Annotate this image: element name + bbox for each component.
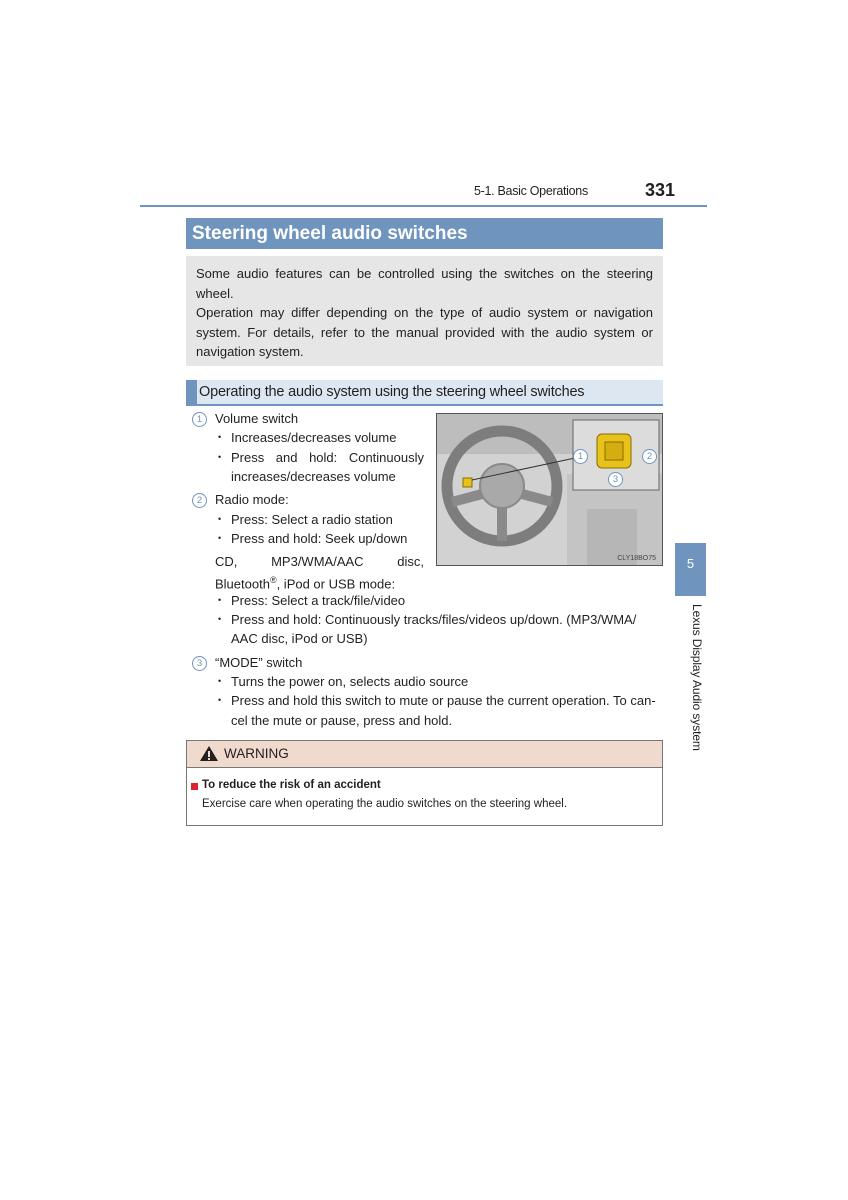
running-header-section: 5-1. Basic Operations	[474, 184, 588, 198]
item-2-bullet-3: • Press: Select a track/file/video	[231, 591, 405, 611]
item-3-bullet-1: • Turns the power on, selects audio source	[231, 672, 468, 692]
item-2-title: Radio mode:	[215, 492, 289, 507]
chapter-title-vertical: Lexus Display Audio system	[690, 604, 704, 751]
steering-wheel-illustration	[437, 414, 662, 565]
word: and	[275, 450, 298, 465]
intro-box	[186, 256, 663, 366]
item-2-bullet-4-line-1: • Press and hold: Continuously tracks/files/videos up/down. (MP3/WMA/	[231, 610, 636, 630]
item-2-bullet-1: • Press: Select a radio station	[231, 510, 393, 530]
steering-wheel-figure	[436, 413, 663, 566]
header-rule	[140, 205, 707, 207]
warning-box	[186, 740, 663, 826]
warning-bullet-square	[191, 783, 198, 790]
figure-callout-1: 1	[573, 449, 588, 464]
word: MP3/WMA/AAC	[271, 554, 364, 569]
subheading: Operating the audio system using the steering wheel switches	[186, 380, 663, 406]
item-1-bullet-1: • Increases/decreases volume	[231, 428, 396, 448]
warning-subheading: To reduce the risk of an accident	[202, 779, 381, 791]
word: hold:	[309, 450, 338, 465]
item-2-bullet-4-line-2: AAC disc, iPod or USB)	[231, 631, 368, 646]
figure-callout-3: 3	[608, 472, 623, 487]
item-3-bullet-2-line-1: • Press and hold this switch to mute or pause the current operation. To can-	[231, 691, 656, 711]
warning-text: Exercise care when operating the audio switches on the steering wheel.	[202, 798, 568, 810]
intro-paragraph-1: Some audio features can be controlled using the switches on the steering wheel.	[196, 266, 653, 301]
mode-suffix: , iPod or USB mode:	[276, 576, 396, 592]
word: disc,	[397, 554, 424, 569]
intro-paragraph-2: Operation may differ depending on the type of audio system or navigation system. For details, refer to the manual provided with the audio system or navigation system.	[196, 305, 653, 359]
item-3-title: “MODE” switch	[215, 655, 303, 670]
item-3-bullet-2-line-2: cel the mute or pause, press and hold.	[231, 713, 453, 728]
section-title: Steering wheel audio switches	[186, 218, 663, 249]
page-number: 331	[645, 180, 676, 200]
word: • Press	[231, 450, 265, 465]
item-1-bullet-2-line-2: increases/decreases volume	[231, 469, 396, 484]
figure-code: CLY18BO75	[617, 555, 656, 562]
warning-label: WARNING	[224, 746, 289, 761]
item-3-number: 3	[192, 656, 207, 671]
bluetooth-word: Bluetooth	[215, 576, 270, 592]
warning-header	[187, 741, 662, 768]
item-2-number: 2	[192, 493, 207, 508]
item-1-bullet-2-line-1	[231, 448, 424, 468]
word: Continuously	[348, 450, 424, 465]
item-2-mode-line-1	[215, 552, 424, 572]
item-1-number: 1	[192, 412, 207, 427]
item-1-title: Volume switch	[215, 411, 299, 426]
word: CD,	[215, 554, 238, 569]
chapter-tab: 5	[675, 543, 706, 596]
item-2-bullet-2: • Press and hold: Seek up/down	[231, 529, 407, 549]
registered-mark: ®	[269, 575, 277, 585]
figure-callout-2: 2	[642, 449, 657, 464]
warning-triangle-icon	[199, 745, 219, 762]
